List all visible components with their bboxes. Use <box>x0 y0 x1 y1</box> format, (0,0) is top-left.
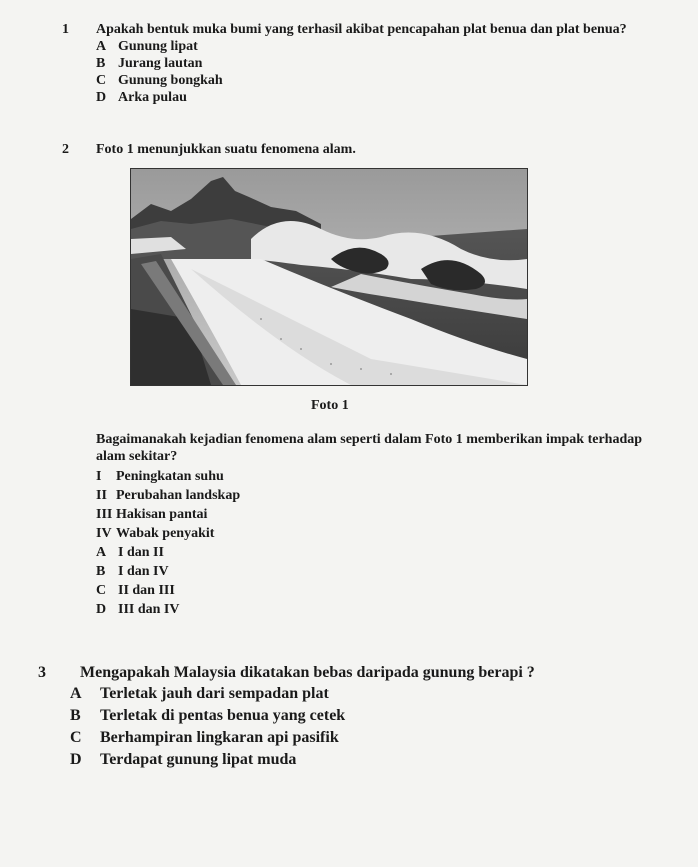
question-3-number: 3 <box>38 664 46 681</box>
option-text: Arka pulau <box>118 90 187 105</box>
question-2-prompt-line-1: Bagaimanakah kejadian fenomena alam seperti dalam Foto 1 memberikan impak terhadap <box>96 432 643 447</box>
question-2-prompt-line-2: alam sekitar? <box>96 449 178 464</box>
question-1-text: Apakah bentuk muka bumi yang terhasil akibat pencapahan plat benua dan plat benua? <box>96 22 627 37</box>
statement-roman: I <box>96 469 102 484</box>
option-letter: C <box>96 583 107 598</box>
question-3-option-d <box>70 751 296 769</box>
statement-ii <box>96 488 240 504</box>
option-text: Terletak di pentas benua yang cetek <box>100 707 346 724</box>
statement-iv <box>96 526 214 542</box>
question-2-option-b <box>96 564 169 580</box>
question-1-option-b <box>96 56 202 72</box>
option-text: II dan III <box>118 583 175 598</box>
option-letter: D <box>96 602 107 617</box>
question-3-option-a <box>70 685 329 703</box>
option-letter: B <box>96 56 106 71</box>
option-letter: D <box>96 90 107 105</box>
question-1-option-a <box>96 39 198 55</box>
question-2-number: 2 <box>62 142 69 157</box>
option-letter: C <box>96 73 107 88</box>
statement-text: Hakisan pantai <box>116 507 208 522</box>
question-3-option-c <box>70 729 339 747</box>
option-text: III dan IV <box>118 602 180 617</box>
option-letter: A <box>96 39 107 54</box>
option-letter: A <box>70 685 82 702</box>
option-text: Gunung lipat <box>118 39 198 54</box>
statement-text: Perubahan landskap <box>116 488 241 503</box>
option-text: I dan IV <box>118 564 169 579</box>
question-3-option-b <box>70 707 345 725</box>
statement-text: Wabak penyakit <box>116 526 215 541</box>
question-2-option-c <box>96 583 175 599</box>
statement-roman: II <box>96 488 107 503</box>
question-2-option-a <box>96 545 164 561</box>
option-letter: C <box>70 729 82 746</box>
option-text: I dan II <box>118 545 164 560</box>
statement-i <box>96 469 224 485</box>
question-2-text: Foto 1 menunjukkan suatu fenomena alam. <box>96 142 356 157</box>
photo-wave-beach <box>130 168 528 386</box>
statement-roman: IV <box>96 526 112 541</box>
question-2-option-d <box>96 602 179 618</box>
option-text: Berhampiran lingkaran api pasifik <box>100 729 339 746</box>
photo-caption: Foto 1 <box>311 398 349 413</box>
question-1-option-c <box>96 73 223 89</box>
option-letter: D <box>70 751 82 768</box>
question-1-number: 1 <box>62 22 69 37</box>
question-3-text: Mengapakah Malaysia dikatakan bebas daripada gunung berapi ? <box>80 664 535 681</box>
option-text: Jurang lautan <box>118 56 203 71</box>
option-text: Terletak jauh dari sempadan plat <box>100 685 329 702</box>
option-letter: A <box>96 545 107 560</box>
option-letter: B <box>96 564 106 579</box>
statement-iii <box>96 507 207 523</box>
option-text: Terdapat gunung lipat muda <box>100 751 297 768</box>
question-1-option-d <box>96 90 187 106</box>
option-text: Gunung bongkah <box>118 73 223 88</box>
statement-roman: III <box>96 507 113 522</box>
option-letter: B <box>70 707 81 724</box>
statement-text: Peningkatan suhu <box>116 469 224 484</box>
